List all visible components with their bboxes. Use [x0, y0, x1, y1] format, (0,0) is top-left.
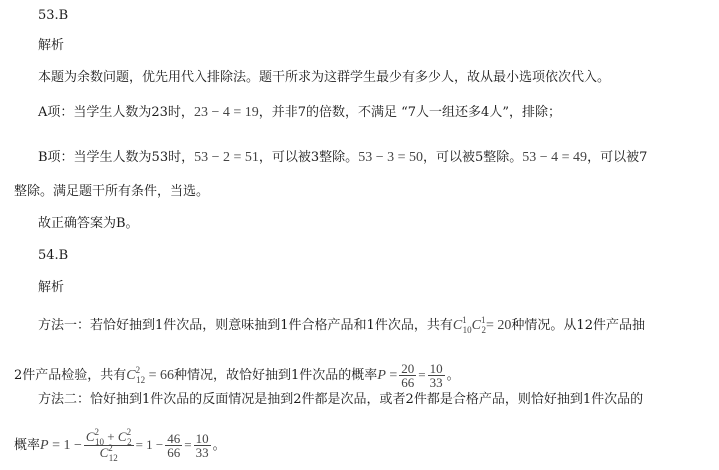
q53-conclusion: 故正确答案为B。 — [38, 216, 139, 231]
q53-option-b — [38, 150, 647, 166]
q54-m2-cont-prefix: 概率 — [14, 438, 41, 453]
analysis-label-53: 解析 — [38, 38, 65, 53]
q54-method-1-continued: 2件产品检验，共有$C^2_{12} = 66$种情况，故恰好抽到1件次品的概率P = $\frac{20}{66}$ = $\frac{10}{33}$ 。 — [14, 361, 460, 390]
q53-option-a — [38, 105, 561, 121]
fraction-20-66: $\frac{20}{66}$ — [401, 361, 415, 390]
q54-method-2-continued: 概率P = 1 − $\frac{C^2_{10} + C^2_2}{C^2_{12}}$ = 1 − $\frac{46}{66}$ = $\frac{10}{33}$ 。 — [14, 427, 226, 463]
q54-method-2: 方法二：恰好抽到1件次品的反面情况是抽到2件都是次品，或者2件都是合格产品，则恰好抽到1件次品的 — [38, 392, 644, 407]
combination-expression-1: $C^1_{10}C^1_2= 20$ — [452, 315, 512, 335]
q54-m1-end: 。 — [446, 368, 460, 383]
q54-m1-prefix: 方法一：若恰好抽到1件次品，则意味抽到1件合格产品和1件次品，共有 — [38, 318, 453, 333]
probability-formula-1: P = — [377, 368, 398, 383]
fraction-10-33-b: $\frac{10}{33}$ — [195, 431, 209, 460]
q53-intro: 本题为余数问题，优先用代入排除法。题干所求为这群学生最少有多少人，故从最小选项依次代入。 — [38, 70, 611, 85]
q53-b-mid-3: ，可以被7 — [587, 150, 648, 165]
q53-b-equation-1: 53 − 2 = 51 — [194, 150, 259, 165]
combination-expression-2: $C^2_{12} = 66$ — [126, 365, 175, 385]
q54-m1-cont-mid: 种情况，故恰好抽到1件次品的概率 — [174, 368, 378, 383]
q53-a-suffix: ，并非7的倍数，不满足 “7人一组还多4人”，排除； — [258, 105, 561, 120]
fraction-46-66: $\frac{46}{66}$ — [167, 431, 181, 460]
q53-b-equation-3: 53 − 4 = 49 — [522, 150, 588, 165]
q53-b-mid-2: ，可以被5整除。 — [422, 150, 523, 165]
q53-a-prefix: A项：当学生人数为23时， — [38, 105, 194, 120]
q54-m1-suffix: 种情况。从12件产品抽 — [511, 318, 645, 333]
q54-m1-cont-prefix: 2件产品检验，共有 — [14, 368, 127, 383]
q54-method-1 — [38, 315, 645, 335]
q53-a-equation: 23 − 4 = 19 — [193, 105, 259, 120]
q53-b-mid-1: ，可以被3整除。 — [258, 150, 359, 165]
q53-b-prefix: B项：当学生人数为53时， — [38, 150, 195, 165]
q54-m2-end: 。 — [212, 438, 226, 453]
probability-formula-2: P = 1 − — [40, 438, 82, 453]
q53-b-equation-2: 53 − 3 = 50 — [358, 150, 423, 165]
fraction-complement: $\frac{C^2_{10} + C^2_2}{C^2_{12}}$ — [85, 427, 132, 463]
fraction-10-33: $\frac{10}{33}$ — [429, 361, 443, 390]
question-54-number: 54.B — [38, 248, 69, 263]
q53-b-continuation: 整除。满足题干所有条件，当选。 — [14, 184, 210, 199]
question-53-number: 53.B — [38, 8, 69, 23]
analysis-label-54: 解析 — [38, 280, 65, 295]
